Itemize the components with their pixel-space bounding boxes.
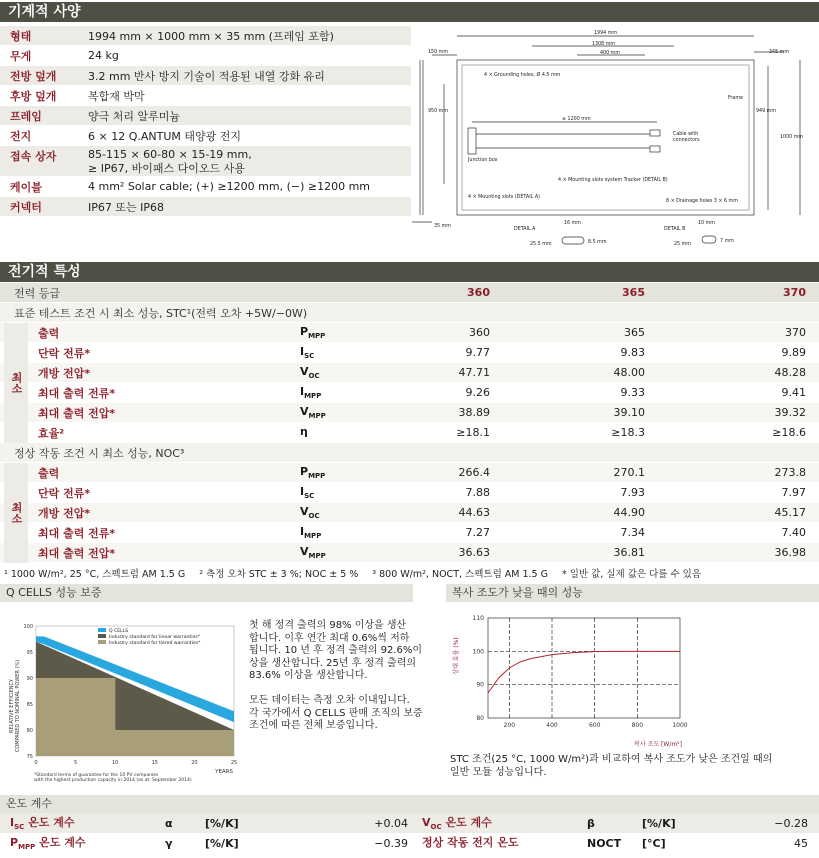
- warranty-xtick: 25: [230, 760, 238, 766]
- power-class-value: 365: [622, 286, 645, 299]
- param-row: [0, 423, 819, 443]
- irradiance-text: [450, 754, 810, 779]
- value-cell: 9.26: [465, 386, 490, 399]
- detail-a-85: 8.5 mm: [588, 240, 607, 245]
- spec-row: [0, 86, 411, 106]
- mech-section-header: 기계적 사양: [0, 2, 819, 22]
- value-cell: ≥18.3: [611, 426, 645, 439]
- symbol-main: V: [300, 504, 309, 518]
- param-symbol: [300, 365, 360, 380]
- detail-a-16: 16 mm: [564, 221, 581, 226]
- temp-cell: [412, 814, 587, 831]
- param-label: 효율²: [38, 426, 65, 440]
- temp-param-rest: 온도 계수: [35, 836, 86, 850]
- module-outline: [457, 60, 754, 215]
- value-cell: 36.63: [458, 546, 490, 559]
- spec-value-line: IP67 또는 IP68: [88, 200, 164, 214]
- module-drawing: [412, 24, 817, 256]
- grounding-label: 4 × Grounding holes, Ø 4.5 mm: [484, 73, 561, 78]
- param-symbol: [300, 325, 360, 340]
- condition-row: [0, 303, 819, 323]
- value-cell: 7.88: [465, 486, 490, 499]
- value-cell: 7.27: [465, 526, 490, 539]
- irradiance-xlabel: 복사 조도 [W/m²]: [634, 741, 682, 748]
- temp-cell: +0.04: [374, 816, 408, 830]
- value-cell: 7.93: [620, 486, 645, 499]
- spec-value-line: 85-115 × 60-80 × 15-19 mm,: [88, 148, 252, 161]
- temp-param-sub: SC: [14, 823, 25, 832]
- symbol-main: V: [300, 404, 309, 418]
- warranty-chart: [6, 606, 246, 786]
- symbol-sub: MPP: [304, 532, 322, 541]
- warranty-text-line: 됩니다. 10 년 후 정격 출력의 92.6%이: [249, 645, 423, 657]
- value-cell: 45.17: [774, 506, 806, 519]
- symbol-sub: SC: [304, 492, 315, 501]
- detail-b-25: 25 mm: [674, 242, 691, 247]
- param-symbol: [300, 345, 360, 360]
- irradiance-ytick: 80: [476, 715, 484, 722]
- temp-cell: NOCT: [587, 836, 622, 850]
- param-label: 최대 출력 전류*: [38, 526, 116, 540]
- value-cell: 270.1: [613, 466, 645, 479]
- junction-box-label: Junction box: [468, 158, 498, 163]
- dim-950: 950 mm: [428, 109, 449, 114]
- warranty-text-line: 각 국가에서 Q CELLS 판매 조직의 보증: [249, 707, 423, 719]
- warranty-note-2: with the highest production capacity in 2014 (as at: September 2014): [34, 778, 192, 783]
- temp-cell: α: [165, 816, 173, 830]
- param-symbol: [300, 485, 360, 500]
- param-row: [0, 343, 819, 363]
- spec-key: 커넥터: [10, 200, 42, 214]
- warranty-text-line: 상을 생산합니다. 25년 후 정격 출력의: [249, 657, 417, 669]
- spec-value-line-2: ≥ IP67, 바이패스 다이오드 사용: [88, 162, 245, 175]
- warranty-text-line: 합니다. 이후 연간 최대 0.6%씩 저하: [249, 632, 410, 644]
- temp-param-sub: OC: [430, 823, 442, 832]
- temp-cell: β: [587, 816, 595, 830]
- symbol-main: P: [300, 324, 309, 338]
- temp-param-rest: 온도 계수: [441, 816, 492, 830]
- symbol-main: η: [300, 424, 308, 438]
- spec-row: [0, 177, 411, 197]
- warranty-ytick: 85: [26, 702, 33, 708]
- param-label: 최대 출력 전압*: [38, 406, 116, 420]
- warranty-xtick: 0: [34, 760, 38, 766]
- warranty-xtick: 15: [151, 760, 158, 766]
- temp-table: [0, 813, 819, 853]
- temp-cell: [°C]: [642, 836, 666, 850]
- temp-param-rest: 온도 계수: [24, 816, 75, 830]
- irradiance-xtick: 800: [631, 722, 644, 729]
- symbol-sub: MPP: [308, 332, 326, 341]
- value-cell: 266.4: [458, 466, 490, 479]
- value-cell: 48.28: [774, 366, 806, 379]
- dim-1000: 1000 mm: [780, 135, 804, 140]
- irradiance-chart: [448, 606, 718, 748]
- spec-value: [82, 148, 411, 176]
- drainage-label: 8 × Drainage holes 3 × 6 mm: [666, 199, 738, 204]
- spec-value-line: 4 mm² Solar cable; (+) ≥1200 mm, (−) ≥1200 mm: [88, 180, 371, 193]
- param-symbol: [300, 465, 360, 480]
- noc-min-label: 최소: [4, 463, 28, 563]
- spec-value-line: 1994 mm × 1000 mm × 35 mm (프레임 포함): [88, 29, 334, 43]
- detail-b-7: 7 mm: [720, 239, 734, 244]
- spec-key: 무게: [10, 49, 32, 63]
- irradiance-ylabel: 상대 효율 (%): [453, 637, 460, 675]
- symbol-main: V: [300, 364, 309, 378]
- param-symbol: [300, 425, 360, 440]
- spec-row: [0, 146, 411, 177]
- dim-150: 150 mm: [428, 50, 449, 55]
- symbol-sub: SC: [304, 352, 315, 361]
- irradiance-series-line: [488, 651, 680, 693]
- mech-spec-table: [0, 26, 411, 217]
- symbol-sub: OC: [308, 372, 320, 381]
- symbol-main: I: [300, 484, 305, 498]
- warranty-xlabel: YEARS: [215, 769, 233, 775]
- dim-345: 345 mm: [769, 50, 790, 55]
- footnotes: [4, 566, 816, 580]
- power-class-label: 전력 등급: [14, 286, 61, 300]
- param-symbol: [300, 545, 360, 560]
- param-row: [0, 323, 819, 343]
- temp-row: [0, 813, 819, 833]
- param-label: 최대 출력 전압*: [38, 546, 116, 560]
- power-class-value: 370: [783, 286, 806, 299]
- param-label: 개방 전압*: [38, 506, 91, 520]
- temp-param-sub: MPP: [18, 843, 36, 852]
- temp-cell: γ: [165, 836, 173, 850]
- param-label: 단락 전류*: [38, 346, 91, 360]
- irradiance-ytick: 100: [472, 648, 484, 656]
- spec-row: [0, 126, 411, 146]
- symbol-main: P: [300, 464, 309, 478]
- warranty-ytick: 90: [26, 676, 33, 682]
- param-row: [0, 383, 819, 403]
- param-label: 출력: [38, 466, 60, 480]
- dim-400: 400 mm: [600, 51, 621, 56]
- tracker-label: 4 × Mounting slots system Tracker (DETAIL B): [558, 178, 668, 183]
- spec-value-line: 24 kg: [88, 49, 119, 62]
- temp-row: [0, 833, 819, 853]
- power-class-value: 360: [467, 286, 490, 299]
- symbol-sub: MPP: [308, 412, 326, 421]
- spec-row: [0, 46, 411, 66]
- warranty-header: Q CELLS 성능 보증: [0, 584, 413, 602]
- warranty-note-1: *Standard terms of guarantee for the 10 PV companies: [34, 773, 159, 778]
- irradiance-header: 복사 조도가 낮을 때의 성능: [446, 584, 819, 602]
- symbol-sub: MPP: [308, 552, 326, 561]
- footnote: * 일반 값, 실제 값은 다를 수 있음: [561, 569, 702, 580]
- value-cell: 370: [785, 326, 806, 339]
- param-label: 최대 출력 전류*: [38, 386, 116, 400]
- value-cell: 44.63: [458, 506, 490, 519]
- irradiance-xtick: 400: [546, 722, 558, 729]
- temp-cell: 45: [794, 836, 808, 850]
- spec-value: [82, 128, 411, 144]
- temp-cell: −0.39: [374, 836, 408, 850]
- warranty-text-line: 첫 해 정격 출력의 98% 이상을 생산: [249, 620, 407, 631]
- legend-entry: Q CELLS: [109, 629, 129, 634]
- power-class-row: [0, 283, 819, 303]
- irradiance-xtick: 1000: [672, 722, 688, 729]
- param-row: [0, 523, 819, 543]
- temp-cell: [%/K]: [205, 836, 239, 850]
- warranty-ytick: 95: [26, 650, 33, 656]
- spec-key: 후방 덮개: [10, 89, 57, 103]
- param-row: [0, 503, 819, 523]
- spec-value-line: 양극 처리 알루미늄: [88, 109, 181, 123]
- temp-cell: [0, 834, 165, 851]
- warranty-ylabel-1: RELATIVE EFFICIENCY: [9, 679, 15, 733]
- spec-value: [82, 180, 411, 193]
- warranty-ylabel-2: COMPARED TO NOMINAL POWER (%): [15, 659, 21, 753]
- symbol-main: V: [300, 544, 309, 558]
- value-cell: 36.81: [613, 546, 645, 559]
- spec-value: [82, 88, 411, 104]
- irradiance-xtick: 200: [503, 722, 516, 729]
- param-row: [0, 543, 819, 563]
- value-cell: 7.34: [620, 526, 645, 539]
- value-cell: 38.89: [458, 406, 490, 419]
- temp-cell: [0, 814, 165, 831]
- dim-1994: 1994 mm: [594, 31, 618, 36]
- param-label: 개방 전압*: [38, 366, 91, 380]
- warranty-text-line: 모든 데이터는 측정 오차 이내입니다.: [249, 694, 410, 706]
- spec-key: 전지: [10, 129, 32, 143]
- irradiance-text-line: STC 조건(25 °C, 1000 W/m²)과 비교하여 복사 조도가 낮은 조건일 때의: [450, 754, 773, 765]
- elec-section-header: 전기적 특성: [0, 262, 819, 282]
- warranty-xtick: 10: [112, 760, 119, 766]
- value-cell: 9.41: [781, 386, 806, 399]
- frame-label: Frame: [728, 96, 743, 101]
- spec-value-line: 6 × 12 Q.ANTUM 태양광 전지: [88, 129, 241, 143]
- value-cell: 48.00: [613, 366, 645, 379]
- cable-label-2: connectors: [673, 138, 700, 143]
- footnote: ³ 800 W/m², NOCT, 스펙트럼 AM 1.5 G: [372, 569, 548, 580]
- stc-min-label: 최소: [4, 323, 28, 443]
- warranty-xtick: 5: [74, 760, 78, 766]
- value-cell: 47.71: [458, 366, 490, 379]
- spec-value-line: 3.2 mm 반사 방지 기술이 적용된 내열 강화 유리: [88, 69, 325, 83]
- symbol-sub: OC: [308, 512, 320, 521]
- spec-key: 프레임: [10, 109, 42, 123]
- dim-35: 35 mm: [434, 224, 451, 229]
- spec-row: [0, 26, 411, 46]
- footnote: ² 측정 오차 STC ± 3 %; NOC ± 5 %: [199, 569, 359, 580]
- value-cell: 39.10: [613, 406, 645, 419]
- temp-param-main: I: [10, 816, 15, 830]
- spec-key: 전방 덮개: [10, 69, 57, 83]
- dim-949: 949 mm: [756, 109, 777, 114]
- value-cell: 360: [469, 326, 490, 339]
- value-cell: 9.83: [620, 346, 645, 359]
- temp-cell: [%/K]: [642, 816, 676, 830]
- param-symbol: [300, 405, 360, 420]
- param-label: 단락 전류*: [38, 486, 91, 500]
- value-cell: 36.98: [774, 546, 806, 559]
- spec-value: [82, 108, 411, 124]
- condition-title: 표준 테스트 조건 시 최소 성능, STC¹(전력 오차 +5W/−0W): [14, 306, 308, 320]
- symbol-sub: MPP: [304, 392, 322, 401]
- symbol-main: I: [300, 344, 305, 358]
- value-cell: 39.32: [774, 406, 806, 419]
- irradiance-ytick: 90: [476, 681, 484, 689]
- spec-value: [82, 28, 411, 44]
- symbol-main: I: [300, 384, 305, 398]
- irradiance-plot-area: [488, 618, 680, 718]
- temp-param-main: 정상 작동 전지 온도: [422, 836, 519, 850]
- symbol-main: I: [300, 524, 305, 538]
- param-symbol: [300, 505, 360, 520]
- value-cell: 9.89: [781, 346, 806, 359]
- spec-key: 형태: [10, 29, 32, 43]
- temp-param-main: P: [10, 836, 19, 850]
- warranty-text: [249, 620, 439, 733]
- spec-row: [0, 66, 411, 86]
- frame-inner: [462, 65, 749, 210]
- warranty-ytick: 75: [26, 754, 33, 760]
- detail-a-label: DETAIL A: [514, 227, 536, 232]
- warranty-ytick: 100: [23, 624, 33, 630]
- legend-swatch: [98, 640, 106, 644]
- legend-swatch: [98, 628, 106, 632]
- value-cell: 44.90: [613, 506, 645, 519]
- mount-slots-label: 4 × Mounting slots (DETAIL A): [468, 195, 540, 200]
- temp-cell: −0.28: [774, 816, 808, 830]
- value-cell: 7.40: [781, 526, 806, 539]
- param-row: [0, 403, 819, 423]
- spec-value: [82, 49, 411, 62]
- param-row: [0, 363, 819, 383]
- warranty-text-line: 조건에 따른 전체 보증입니다.: [249, 720, 378, 732]
- temp-cell: [%/K]: [205, 816, 239, 830]
- spec-key: 접속 상자: [10, 150, 57, 163]
- spec-value: [82, 199, 411, 215]
- value-cell: 273.8: [774, 466, 806, 479]
- param-row: [0, 463, 819, 483]
- param-symbol: [300, 525, 360, 540]
- detail-b-label: DETAIL B: [664, 227, 686, 232]
- value-cell: 9.33: [620, 386, 645, 399]
- detail-b-10: 10 mm: [698, 221, 715, 226]
- legend-entry: Industry standard for tiered warranties*: [109, 641, 201, 646]
- value-cell: 365: [624, 326, 645, 339]
- dim-1308: 1308 mm: [592, 42, 616, 47]
- legend-entry: Industry standard for linear warranties*: [109, 635, 201, 640]
- warranty-text-line: 83.6% 이상을 생산합니다.: [249, 670, 368, 682]
- spec-key: 케이블: [10, 180, 42, 194]
- temp-header: 온도 계수: [0, 795, 819, 813]
- legend-swatch: [98, 634, 106, 638]
- param-symbol: [300, 385, 360, 400]
- temp-cell: [412, 834, 587, 851]
- condition-row: [0, 443, 819, 463]
- condition-title: 정상 작동 조건 시 최소 성능, NOC³: [14, 446, 185, 460]
- value-cell: 7.97: [781, 486, 806, 499]
- value-cell: ≥18.6: [772, 426, 806, 439]
- detail-a-255: 25.5 mm: [530, 242, 552, 247]
- temp-param-main: V: [422, 816, 431, 830]
- warranty-ytick: 80: [26, 728, 33, 734]
- warranty-xtick: 20: [191, 760, 198, 766]
- spec-row: [0, 197, 411, 217]
- spec-row: [0, 106, 411, 126]
- footnote: ¹ 1000 W/m², 25 °C, 스펙트럼 AM 1.5 G: [4, 569, 186, 580]
- irradiance-ytick: 110: [472, 615, 484, 622]
- spec-value: [82, 68, 411, 84]
- symbol-sub: MPP: [308, 472, 326, 481]
- param-row: [0, 483, 819, 503]
- param-label: 출력: [38, 326, 60, 340]
- irradiance-xtick: 600: [588, 722, 601, 729]
- warranty-text-line: [249, 683, 439, 695]
- value-cell: ≥18.1: [456, 426, 490, 439]
- dim-1200: ≥ 1200 mm: [562, 117, 591, 122]
- elec-table: [0, 283, 819, 563]
- value-cell: 9.77: [465, 346, 490, 359]
- irradiance-text-line: 일반 모듈 성능입니다.: [450, 766, 547, 778]
- spec-value-line: 복합재 박막: [88, 89, 145, 103]
- cable-label-1: Cable with: [673, 132, 699, 137]
